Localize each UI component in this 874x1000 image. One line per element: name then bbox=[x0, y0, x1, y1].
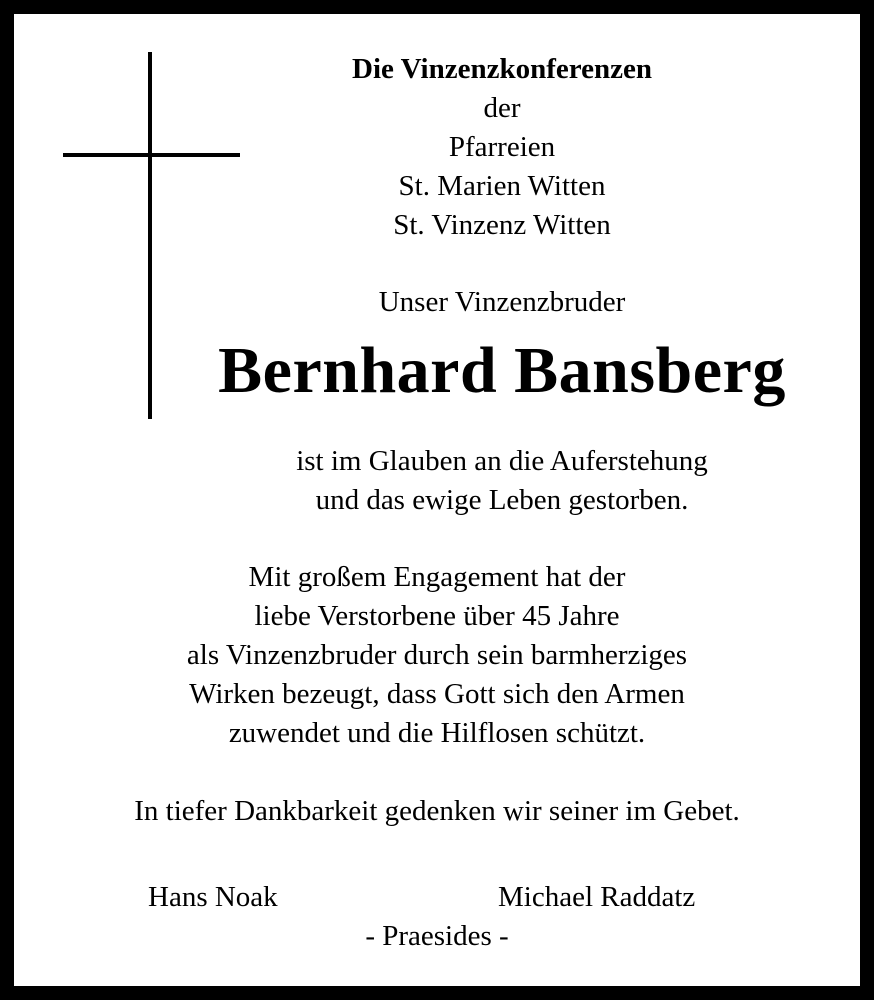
signatory-1: Hans Noak bbox=[148, 881, 278, 913]
header-line: Pfarreien bbox=[448, 131, 556, 163]
signatory-title: - Praesides - bbox=[365, 920, 509, 952]
tribute-line: als Vinzenzbruder durch sein barmherziges bbox=[186, 639, 688, 671]
header-line: St. Marien Witten bbox=[398, 170, 606, 202]
header-line: der bbox=[483, 92, 521, 124]
death-line: ist im Glauben an die Auferstehung bbox=[296, 445, 708, 477]
tribute-line: Wirken bezeugt, dass Gott sich den Armen bbox=[189, 678, 685, 710]
tribute-line: Mit großem Engagement hat der bbox=[248, 561, 626, 593]
signatory-2: Michael Raddatz bbox=[498, 881, 696, 913]
tribute-line: liebe Verstorbene über 45 Jahre bbox=[254, 600, 620, 632]
organization-title: Die Vinzenzkonferenzen bbox=[352, 53, 652, 85]
intro-text: Unser Vinzenzbruder bbox=[378, 286, 626, 318]
death-line: und das ewige Leben gestorben. bbox=[315, 484, 689, 516]
tribute-line: zuwendet und die Hilflosen schützt. bbox=[228, 717, 646, 749]
closing-text: In tiefer Dankbarkeit gedenken wir seiner im Gebet. bbox=[134, 795, 740, 827]
deceased-name: Bernhard Bansberg bbox=[218, 334, 786, 407]
header-line: St. Vinzenz Witten bbox=[393, 209, 611, 241]
